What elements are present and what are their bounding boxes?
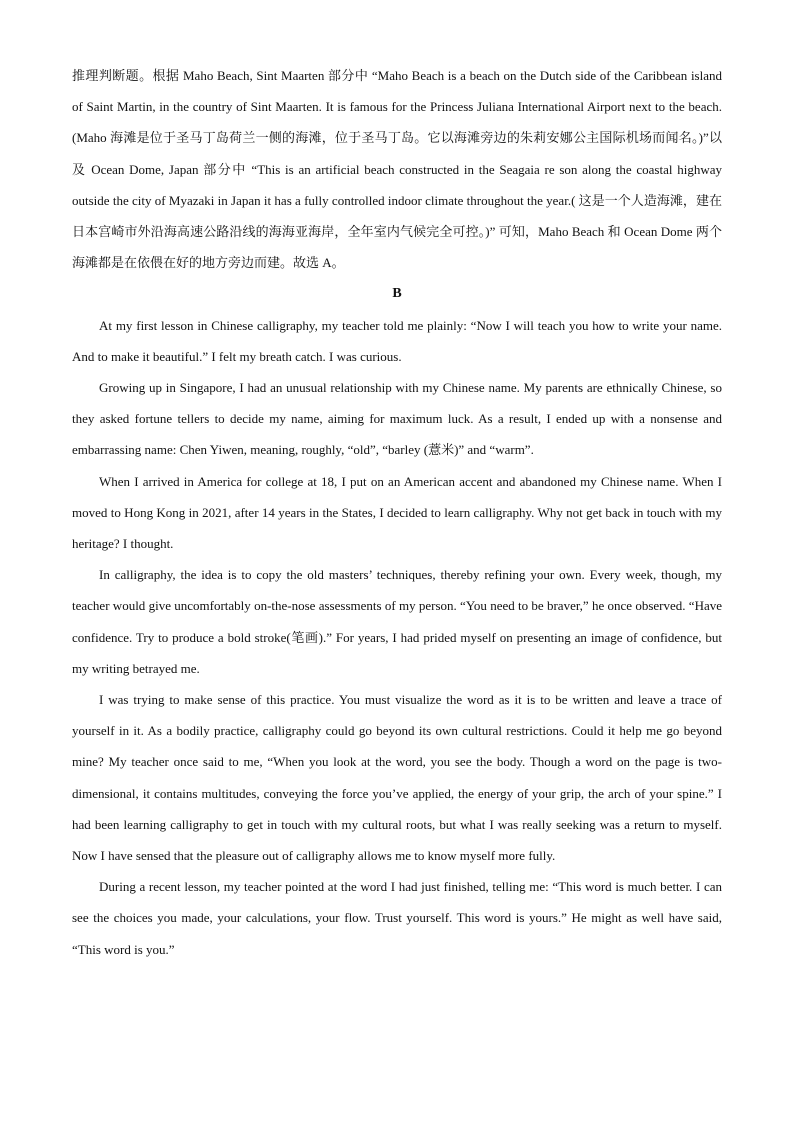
section-heading: B (392, 286, 402, 302)
passage-paragraph-4: In calligraphy, the idea is to copy the old masters’ techniques, thereby refining your own. Every week, though, my teacher would give uncomfortably on-the-nose assessments of my person. “You need to be braver,” he once observed. “Have confidence. Try to produce a bold stroke(笔画).” For years, I had prided myself on presenting an image of confidence, but my writing betrayed me. (72, 567, 722, 676)
passage-paragraph-3: When I arrived in America for college at 18, I put on an American accent and abandoned my Chinese name. When I moved to Hong Kong in 2021, after 14 years in the States, I decided to learn calligraphy. Why not get back in touch with my heritage? I thought. (72, 473, 722, 552)
answer-explanation-paragraph: 推理判断题。根据 Maho Beach, Sint Maarten 部分中 “Maho Beach is a beach on the Dutch side of the Caribbean island of Saint Martin, in the country of Sint Maarten. It is famous for the Princess Juliana International Airport next to the beach. (Maho 海滩是位于圣马丁岛荷兰一侧的海滩，位于圣马丁岛。它以海滩旁边的朱莉安娜公主国际机场而闻名。)”以及 Ocean Dome, Japan 部分中 “This is an artificial beach constructed in the Seagaia re son along the coastal highway outside the city of Myazaki in Japan it has a fully controlled indoor climate throughout the year.( 这是一个人造海滩，建在日本宫崎市外沿海高速公路沿线的海海亚海岸，全年室内气候完全可控。)” 可知，Maho Beach 和 Ocean Dome 两个海滩都是在依偎在好的地方旁边而建。故选 A。 (72, 68, 722, 271)
passage-paragraph-6: During a recent lesson, my teacher pointed at the word I had just finished, telling me: “This word is much better. I can see the choices you made, your calculations, your flow. Trust yourself. This word is yours.” He might as well have said, “This word is you.” (72, 879, 722, 957)
passage-paragraph-2: Growing up in Singapore, I had an unusual relationship with my Chinese name. My parents are ethnically Chinese, so they asked fortune tellers to decide my name, aiming for maximum luck. As a result, I ended up with a nonsense and embarrassing name: Chen Yiwen, meaning, roughly, “old”, “barley (薏米)” and “warm”. (72, 380, 722, 458)
document-page (72, 60, 722, 965)
passage-paragraph-1: At my first lesson in Chinese calligraphy, my teacher told me plainly: “Now I will teach you how to write your name. And to make it beautiful.” I felt my breath catch. I was curious. (72, 317, 722, 364)
passage-paragraph-5: I was trying to make sense of this practice. You must visualize the word as it is to be written and leave a trace of yourself in it. As a bodily practice, calligraphy could go beyond its own cultural restrictions. Could it help me go beyond mine? My teacher once said to me, “When you look at the word, you see the body. Though a word on the page is two-dimensional, it contains multitudes, conveying the force you’ve applied, the energy of your grip, the arch of your spine.” I had been learning calligraphy to get in touch with my cultural roots, but what I was really seeking was a return to myself. Now I have sensed that the pleasure out of calligraphy allows me to know myself more fully. (72, 692, 722, 864)
